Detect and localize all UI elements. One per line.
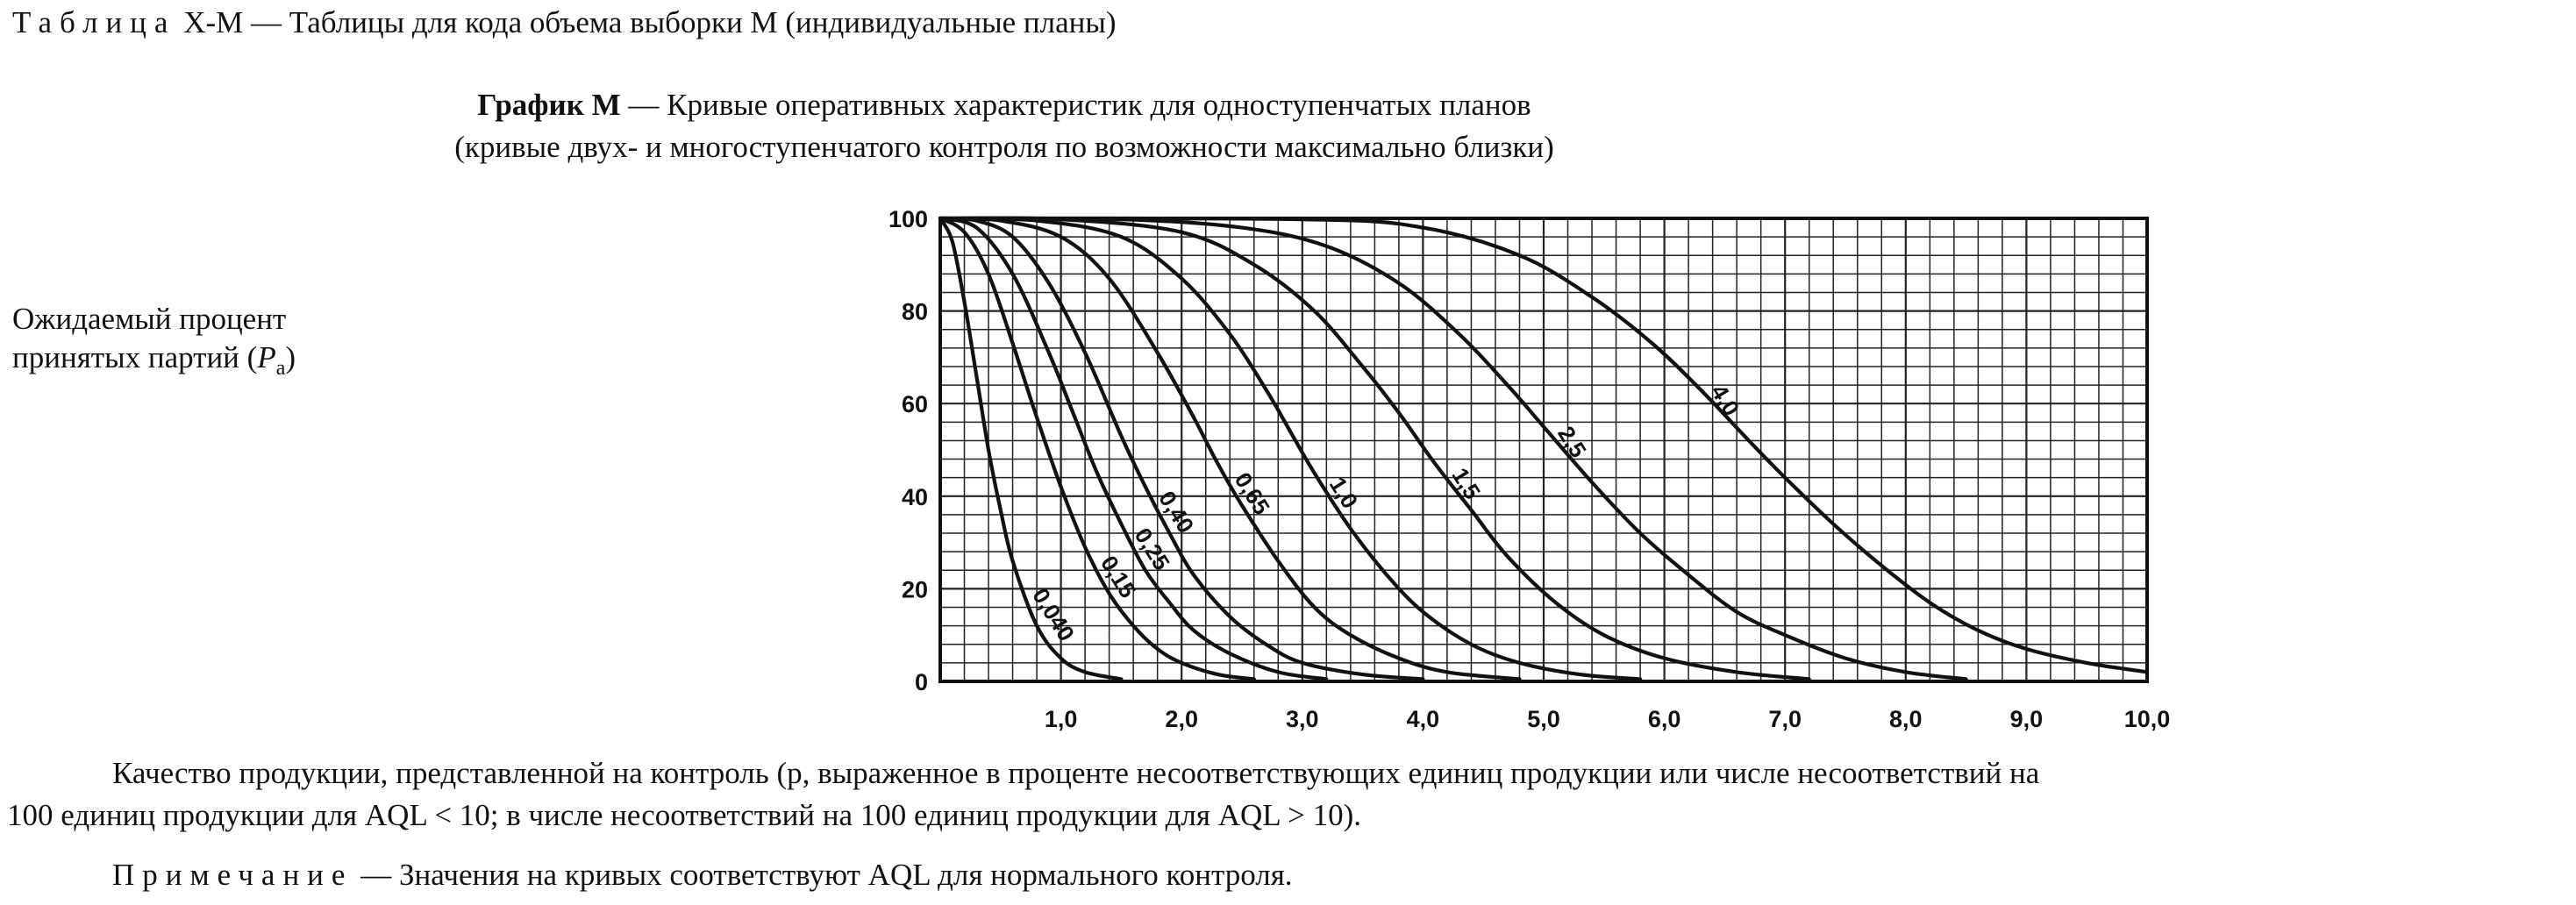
x-tick-label: 9,0 [2009, 706, 2044, 732]
y-axis-label-line2 [12, 338, 296, 388]
x-tick-label: 4,0 [1406, 706, 1440, 732]
oc-curve-0-040 [940, 218, 1121, 679]
x-tick-label: 3,0 [1286, 706, 1319, 732]
page-title [12, 5, 1117, 40]
y-tick-label: 80 [901, 298, 928, 325]
y-axis-label-subscript: a [275, 357, 286, 380]
curve-label-0-65: 0,65 [1229, 467, 1275, 520]
curve-label-1-0: 1,0 [1324, 472, 1364, 514]
page-title-rest: Х-М — Таблицы для кода объема выборки М (индивидуальные планы) [183, 5, 1117, 39]
x-axis-caption [7, 752, 2568, 837]
y-axis-label-symbol: P [257, 340, 276, 374]
note-text: — Значения на кривых соответствуют AQL для нормального контроля. [360, 858, 1293, 892]
y-tick-label: 20 [901, 576, 928, 603]
note [112, 858, 1293, 893]
y-tick-label: 40 [901, 483, 928, 510]
chart-title-bold: График М [477, 88, 621, 122]
page-title-spaced: Таблица [12, 5, 176, 39]
y-axis-label [12, 300, 296, 388]
y-tick-label: 60 [901, 391, 928, 418]
chart-title [0, 84, 2009, 126]
y-axis-label-pre: принятых партий ( [12, 340, 258, 374]
curve-label-0-40: 0,40 [1153, 486, 1200, 538]
oc-curve-2-5 [940, 218, 1966, 679]
curve-label-2-5: 2,5 [1552, 421, 1592, 463]
chart-title-rest: — Кривые оперативных характеристик для одноступенчатых планов [620, 88, 1531, 122]
x-tick-label: 1,0 [1044, 706, 1078, 732]
curve-label-0-040: 0,040 [1027, 583, 1081, 646]
note-label: Примечание [112, 858, 353, 892]
x-tick-label: 10,0 [2123, 706, 2171, 732]
curve-label-1-5: 1,5 [1446, 462, 1487, 504]
chart-subtitle: (кривые двух- и многоступенчатого контроля по возможности максимально близки) [454, 130, 1554, 164]
oc-chart [877, 206, 2175, 750]
x-tick-label: 6,0 [1647, 706, 1681, 732]
curve-label-0-25: 0,25 [1129, 523, 1175, 575]
curve-label-0-15: 0,15 [1095, 551, 1142, 603]
chart-title-block [0, 84, 2009, 168]
x-axis-caption-line2: 100 единиц продукции для AQL < 10; в числе несоответствий на 100 единиц продукции для AQL > 10). [7, 798, 1361, 832]
x-tick-label: 2,0 [1165, 706, 1198, 732]
x-tick-label: 5,0 [1527, 706, 1560, 732]
x-tick-label: 8,0 [1889, 706, 1923, 732]
x-axis-caption-line1: Качество продукции, представленной на контроль (p, выраженное в проценте несоответствующих единиц продукции или числе несоответствий на [112, 756, 2040, 790]
y-tick-label: 100 [888, 206, 928, 232]
y-tick-label: 0 [914, 669, 928, 695]
y-axis-label-post: ) [285, 340, 296, 374]
curve-label-4-0: 4,0 [1705, 379, 1745, 421]
y-axis-label-line1: Ожидаемый процент [12, 302, 287, 336]
x-tick-label: 7,0 [1768, 706, 1802, 732]
